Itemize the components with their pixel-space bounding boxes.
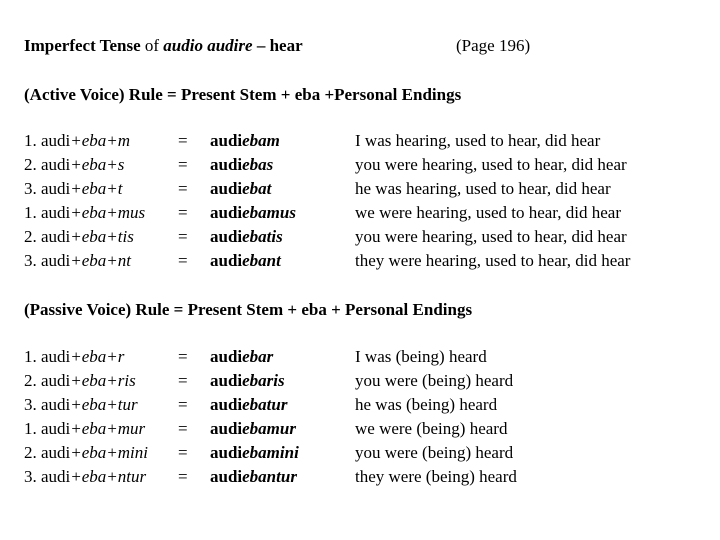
person-number: 1. [24, 347, 37, 366]
suffix: +eba+mus [70, 203, 146, 222]
person-number: 2. [24, 371, 37, 390]
conjugation-row [24, 227, 714, 251]
equals-sign: = [178, 419, 188, 438]
form-breakdown [24, 155, 124, 175]
translation: they were hearing, used to hear, did hear [355, 251, 631, 270]
ending: ebantur [242, 467, 297, 486]
stem: audi [210, 395, 243, 414]
stem: audi [41, 179, 71, 198]
translation: you were hearing, used to hear, did hear [355, 227, 627, 246]
person-number: 1. [24, 131, 37, 150]
stem: audi [210, 443, 243, 462]
stem: audi [41, 227, 71, 246]
stem: audi [210, 131, 243, 150]
equals-sign: = [178, 467, 188, 486]
ending: ebatis [242, 227, 283, 246]
conjugated-form [210, 371, 285, 391]
ending: ebamini [242, 443, 299, 462]
stem: audi [210, 179, 243, 198]
person-number: 2. [24, 227, 37, 246]
ending: ebamus [242, 203, 296, 222]
equals-sign: = [178, 347, 188, 366]
suffix: +eba+ris [70, 371, 136, 390]
stem: audi [41, 419, 71, 438]
conjugation-row [24, 179, 714, 203]
equals-sign: = [178, 395, 188, 414]
conjugated-form [210, 179, 271, 199]
equals-sign: = [178, 179, 188, 198]
conjugated-form [210, 251, 281, 271]
form-breakdown [24, 131, 130, 151]
translation: he was hearing, used to hear, did hear [355, 179, 611, 198]
person-number: 1. [24, 203, 37, 222]
title-of: of [140, 36, 164, 55]
suffix: +eba+m [70, 131, 131, 150]
conjugation-row [24, 419, 714, 443]
conjugated-form [210, 155, 273, 175]
suffix: +eba+t [70, 179, 123, 198]
person-number: 2. [24, 155, 37, 174]
equals-sign: = [178, 131, 188, 150]
passive-voice-rule: (Passive Voice) Rule = Present Stem + eba + Personal Endings [24, 300, 473, 319]
translation: you were (being) heard [355, 371, 514, 390]
conjugation-row [24, 467, 714, 491]
ending: ebar [242, 347, 274, 366]
title-verb: audio audire [163, 36, 253, 55]
stem: audi [41, 131, 71, 150]
translation: you were hearing, used to hear, did hear [355, 155, 627, 174]
stem: audi [41, 251, 71, 270]
equals-sign: = [178, 227, 188, 246]
stem: audi [210, 227, 243, 246]
ending: ebaris [242, 371, 285, 390]
suffix: +eba+mini [70, 443, 148, 462]
conjugation-row [24, 347, 714, 371]
conjugated-form [210, 131, 280, 151]
form-breakdown [24, 419, 145, 439]
title-tense: Imperfect Tense [24, 36, 141, 55]
suffix: +eba+s [70, 155, 125, 174]
stem: audi [41, 371, 71, 390]
suffix: +eba+r [70, 347, 125, 366]
person-number: 3. [24, 251, 37, 270]
equals-sign: = [178, 203, 188, 222]
suffix: +eba+mur [70, 419, 146, 438]
equals-sign: = [178, 443, 188, 462]
stem: audi [41, 443, 71, 462]
form-breakdown [24, 251, 131, 271]
active-voice-rule: (Active Voice) Rule = Present Stem + eba +Personal Endings [24, 85, 462, 104]
equals-sign: = [178, 251, 188, 270]
conjugated-form [210, 419, 296, 439]
suffix: +eba+nt [70, 251, 131, 270]
ending: ebamur [242, 419, 296, 438]
conjugation-row [24, 131, 714, 155]
person-number: 1. [24, 419, 37, 438]
ending: ebatur [242, 395, 288, 414]
title-meaning: – hear [252, 36, 303, 55]
stem: audi [41, 155, 71, 174]
form-breakdown [24, 443, 148, 463]
form-breakdown [24, 227, 134, 247]
conjugation-row [24, 251, 714, 275]
stem: audi [210, 203, 243, 222]
person-number: 2. [24, 443, 37, 462]
conjugation-row [24, 203, 714, 227]
page-title [24, 36, 303, 56]
stem: audi [41, 203, 71, 222]
person-number: 3. [24, 467, 37, 486]
form-breakdown [24, 179, 123, 199]
suffix: +eba+tur [70, 395, 138, 414]
conjugated-form [210, 203, 296, 223]
person-number: 3. [24, 179, 37, 198]
stem: audi [41, 395, 71, 414]
form-breakdown [24, 395, 138, 415]
ending: ebat [242, 179, 272, 198]
equals-sign: = [178, 155, 188, 174]
page-reference: (Page 196) [456, 36, 531, 55]
conjugated-form [210, 347, 273, 367]
suffix: +eba+ntur [70, 467, 147, 486]
form-breakdown [24, 203, 145, 223]
stem: audi [210, 467, 243, 486]
conjugation-row [24, 443, 714, 467]
translation: I was (being) heard [355, 347, 487, 366]
stem: audi [210, 155, 243, 174]
ending: ebant [242, 251, 281, 270]
stem: audi [41, 467, 71, 486]
conjugation-row [24, 155, 714, 179]
ending: ebas [242, 155, 274, 174]
form-breakdown [24, 467, 146, 487]
suffix: +eba+tis [70, 227, 134, 246]
conjugated-form [210, 227, 283, 247]
conjugated-form [210, 395, 287, 415]
translation: he was (being) heard [355, 395, 498, 414]
stem: audi [41, 347, 71, 366]
ending: ebam [242, 131, 280, 150]
stem: audi [210, 419, 243, 438]
translation: they were (being) heard [355, 467, 517, 486]
translation: you were (being) heard [355, 443, 514, 462]
person-number: 3. [24, 395, 37, 414]
form-breakdown [24, 347, 124, 367]
stem: audi [210, 347, 243, 366]
conjugation-row [24, 371, 714, 395]
form-breakdown [24, 371, 136, 391]
translation: I was hearing, used to hear, did hear [355, 131, 601, 150]
conjugation-row [24, 395, 714, 419]
stem: audi [210, 251, 243, 270]
conjugated-form [210, 443, 299, 463]
stem: audi [210, 371, 243, 390]
conjugated-form [210, 467, 297, 487]
equals-sign: = [178, 371, 188, 390]
translation: we were (being) heard [355, 419, 508, 438]
translation: we were hearing, used to hear, did hear [355, 203, 622, 222]
